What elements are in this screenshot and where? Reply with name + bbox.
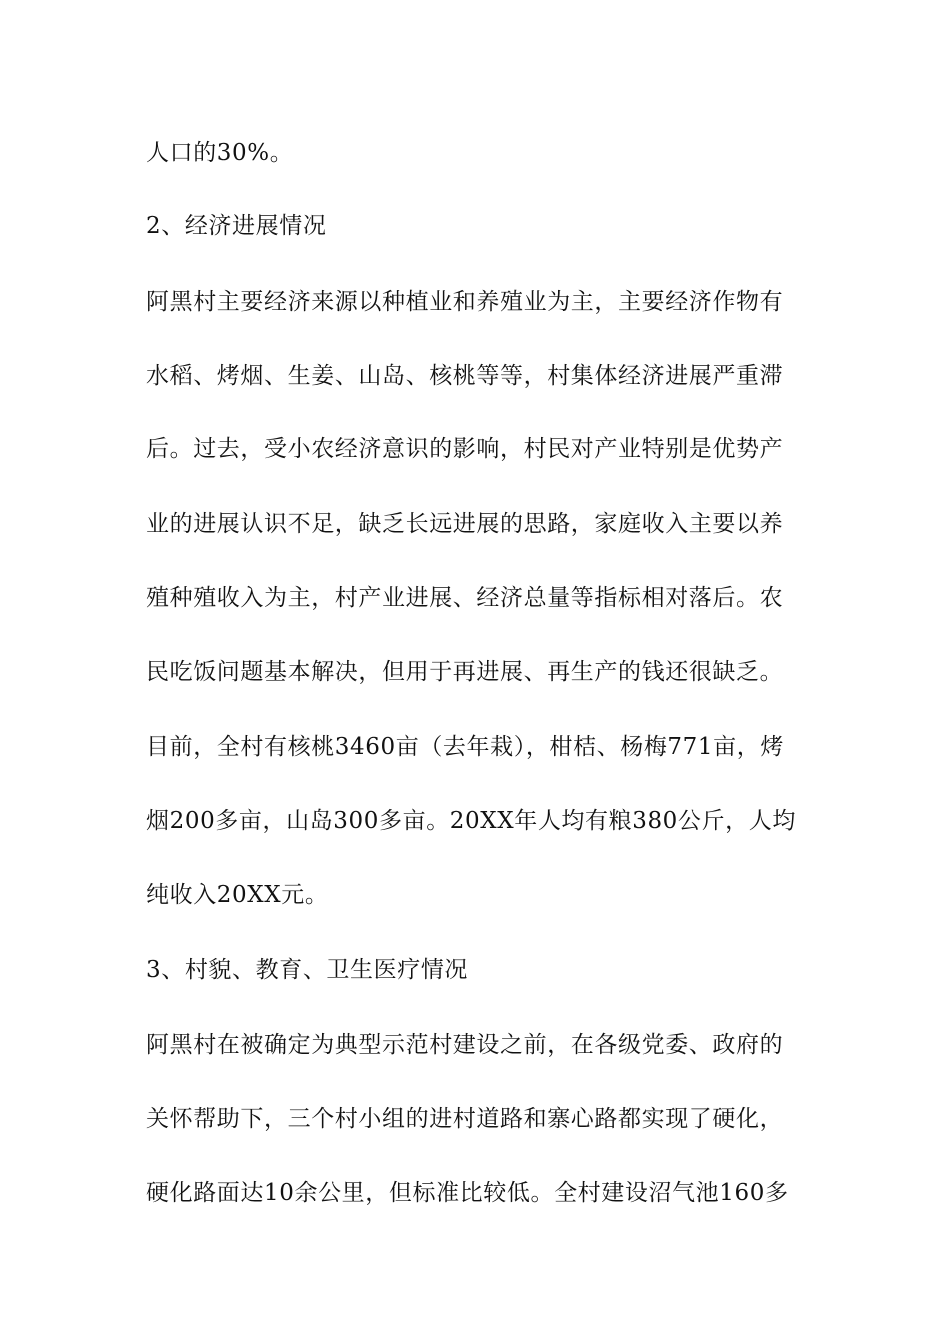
text-line: 殖种殖收入为主，村产业进展、经济总量等指标相对落后。农 [146,585,784,611]
text-line: 纯收入20XX元。 [146,882,329,908]
text-line: 目前，全村有核桃3460亩（去年栽），柑桔、杨梅771亩，烤 [146,734,784,760]
text-line: 民吃饭问题基本解决，但用于再进展、再生产的钱还很缺乏。 [146,659,784,685]
section-heading-village: 3、村貌、教育、卫生医疗情况 [146,957,469,983]
section-heading-economy: 2、经济进展情况 [146,213,327,239]
text-line: 后。过去，受小农经济意识的影响，村民对产业特别是优势产 [146,436,784,462]
text-line: 人口的30%。 [146,140,294,166]
text-line: 阿黑村在被确定为典型示范村建设之前，在各级党委、政府的 [146,1032,784,1058]
text-line: 阿黑村主要经济来源以种植业和养殖业为主，主要经济作物有 [146,289,784,315]
text-line: 水稻、烤烟、生姜、山岛、核桃等等，村集体经济进展严重滞 [146,363,784,389]
text-line: 关怀帮助下，三个村小组的进村道路和寨心路都实现了硬化， [146,1106,784,1132]
text-line: 业的进展认识不足，缺乏长远进展的思路，家庭收入主要以养 [146,511,784,537]
text-line: 烟200多亩，山岛300多亩。20XX年人均有粮380公斤，人均 [146,808,796,834]
text-line: 硬化路面达10余公里，但标准比较低。全村建设沼气池160多 [146,1180,789,1206]
